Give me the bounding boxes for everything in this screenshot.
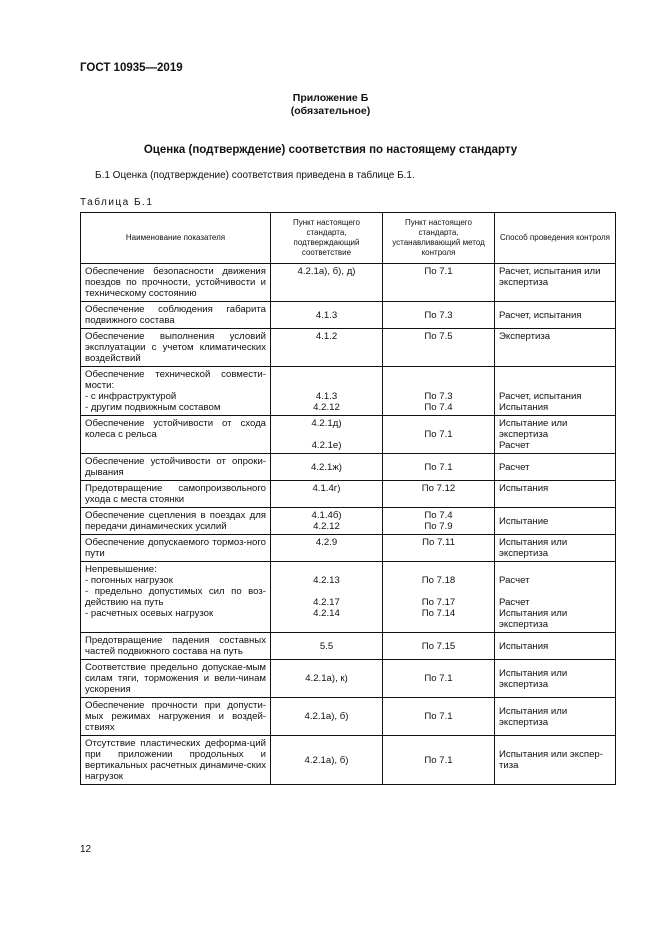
section-heading: Оценка (подтверждение) соответствия по настоящему стандарту	[143, 144, 518, 156]
table-row	[81, 416, 616, 454]
cell-line: По 7.1	[424, 429, 453, 440]
cell-line: Расчет, испытания	[499, 309, 582, 321]
cell-line	[275, 586, 378, 597]
cell-line: - расчетных осевых нагрузок	[85, 608, 214, 619]
row-control-cell	[495, 562, 616, 633]
row-control-cell	[495, 329, 616, 367]
cell-line: По 7.15	[421, 640, 456, 652]
row-method-cell	[383, 736, 495, 785]
table-row	[81, 562, 616, 633]
cell-line: Обеспечение выполнения условий эксплуатации с учетом климатических воздействий	[85, 331, 266, 364]
table-row	[81, 302, 616, 329]
cell-line: 4.2.1е)	[311, 440, 342, 451]
header-method-clause: Пункт настоящего стандарта, устанавливающий метод контроля	[383, 213, 495, 264]
row-control-cell	[495, 367, 616, 416]
table-row	[81, 508, 616, 535]
row-control-cell	[495, 633, 616, 660]
cell-line: Испытание или экспертиза	[499, 418, 568, 440]
row-control-cell	[495, 736, 616, 785]
row-control-cell	[495, 535, 616, 562]
cell-line: 4.2.1а), б)	[304, 711, 349, 722]
cell-line: Испытания	[499, 640, 549, 652]
cell-line: Обеспечение соблюдения габарита подвижного состава	[85, 304, 266, 326]
row-method-cell	[383, 535, 495, 562]
row-clause-cell	[271, 660, 383, 698]
cell-line: Обеспечение прочности при допусти-мых режимах нагружения и воздей-ствиях	[85, 700, 266, 733]
cell-line: Испытания или экспер-тиза	[499, 749, 603, 771]
table-row	[81, 454, 616, 481]
row-control-cell	[495, 416, 616, 454]
cell-line: Обеспечение устойчивости от опроки-дывания	[85, 456, 266, 478]
table-header-row	[81, 213, 616, 264]
row-control-cell	[495, 698, 616, 736]
row-indicator-cell	[81, 302, 271, 329]
table-row	[81, 736, 616, 785]
cell-line: По 7.1	[424, 266, 453, 277]
row-indicator-cell	[81, 329, 271, 367]
cell-line: По 7.4	[424, 402, 453, 413]
table-row	[81, 698, 616, 736]
table-caption: Таблица Б.1	[80, 197, 154, 208]
row-control-cell	[495, 660, 616, 698]
cell-line: Экспертиза	[499, 331, 551, 342]
cell-line: По 7.4	[424, 510, 453, 521]
row-clause-cell	[271, 736, 383, 785]
cell-line: Отсутствие пластических деформа-ций при приложении продольных и вертикальных расчетных динамиче-ских нагрузок	[85, 738, 266, 782]
row-indicator-cell	[81, 633, 271, 660]
table-row	[81, 535, 616, 562]
cell-line: Предотвращение падения составных частей подвижного состава на путь	[85, 635, 266, 657]
cell-line: Предотвращение самопроизвольного ухода с места стоянки	[85, 483, 266, 505]
row-clause-cell	[271, 367, 383, 416]
row-clause-cell	[271, 302, 383, 329]
table-row	[81, 264, 616, 302]
cell-line: 4.2.9	[315, 537, 338, 548]
row-method-cell	[383, 562, 495, 633]
cell-line: 4.2.12	[313, 521, 340, 532]
cell-line: По 7.14	[421, 608, 456, 619]
cell-line: - другим подвижным составом	[85, 402, 221, 413]
cell-line: Расчет	[499, 440, 530, 451]
cell-line	[499, 564, 611, 575]
cell-line: По 7.5	[424, 331, 453, 342]
cell-line	[387, 380, 490, 391]
row-indicator-cell	[81, 508, 271, 535]
cell-line	[387, 564, 490, 575]
cell-line: Обеспечение устойчивости от схода колеса с рельса	[85, 418, 266, 440]
table-row	[81, 633, 616, 660]
row-method-cell	[383, 264, 495, 302]
cell-line: Соответствие предельно допускае-мым силам тяги, торможения и вели-чинам ускорения	[85, 662, 266, 695]
cell-line: Испытание	[499, 515, 549, 527]
row-control-cell	[495, 454, 616, 481]
row-method-cell	[383, 660, 495, 698]
cell-line: 4.2.13	[313, 575, 340, 586]
row-clause-cell	[271, 264, 383, 302]
row-indicator-cell	[81, 535, 271, 562]
row-clause-cell	[271, 535, 383, 562]
cell-line: Расчет	[499, 461, 530, 473]
cell-line	[499, 586, 611, 597]
row-clause-cell	[271, 329, 383, 367]
cell-line	[275, 429, 378, 440]
row-clause-cell	[271, 454, 383, 481]
row-indicator-cell	[81, 736, 271, 785]
cell-line	[275, 369, 378, 380]
cell-line	[387, 369, 490, 380]
row-method-cell	[383, 481, 495, 508]
appendix-status: (обязательное)	[290, 105, 371, 117]
cell-line	[499, 380, 611, 391]
cell-line: 4.1.4б)	[311, 510, 342, 521]
cell-line: - погонных нагрузок	[85, 575, 173, 586]
cell-line: По 7.11	[422, 537, 455, 548]
cell-line: По 7.1	[424, 461, 453, 473]
cell-line: Обеспечение допускаемого тормоз-ного пути	[85, 537, 266, 559]
row-clause-cell	[271, 633, 383, 660]
cell-line: Обеспечение безопасности движения поездов по прочности, устойчивости и техническому состоянию	[85, 266, 266, 299]
row-clause-cell	[271, 416, 383, 454]
row-clause-cell	[271, 698, 383, 736]
cell-line: 5.5	[319, 640, 334, 652]
row-indicator-cell	[81, 454, 271, 481]
row-method-cell	[383, 329, 495, 367]
row-control-cell	[495, 508, 616, 535]
table-row	[81, 329, 616, 367]
cell-line: Обеспечение технической совмести-мости:	[85, 369, 266, 391]
cell-line: По 7.1	[424, 754, 453, 766]
cell-line: Расчет, испытания или экспертиза	[499, 266, 601, 288]
row-indicator-cell	[81, 562, 271, 633]
header-confirming-clause: Пункт настоящего стандарта, подтверждающий соответствие	[271, 213, 383, 264]
cell-line: Испытания	[499, 402, 549, 413]
cell-line: 4.1.3	[315, 391, 338, 402]
cell-line: По 7.1	[424, 673, 453, 684]
appendix-title-block	[0, 92, 661, 118]
cell-line: 4.2.17	[313, 597, 340, 608]
table-body	[81, 264, 616, 785]
cell-line: По 7.3	[424, 391, 453, 402]
document-standard-code: ГОСТ 10935—2019	[80, 62, 183, 74]
row-clause-cell	[271, 562, 383, 633]
cell-line: Обеспечение сцепления в поездах для передачи динамических усилий	[85, 510, 266, 532]
row-method-cell	[383, 454, 495, 481]
cell-line: Испытания или экспертиза	[499, 705, 568, 728]
row-clause-cell	[271, 508, 383, 535]
section-intro: Б.1 Оценка (подтверждение) соответствия приведена в таблице Б.1.	[95, 170, 415, 181]
cell-line: - с инфраструктурой	[85, 391, 177, 402]
cell-line: Испытания	[499, 483, 549, 494]
cell-line: - предельно допустимых сил по воз-действию на путь	[85, 586, 266, 608]
row-indicator-cell	[81, 264, 271, 302]
table-row	[81, 367, 616, 416]
cell-line: Расчет, испытания	[499, 391, 582, 402]
row-method-cell	[383, 698, 495, 736]
cell-line: Испытания или экспертиза	[499, 608, 568, 630]
cell-line	[275, 380, 378, 391]
cell-line: По 7.9	[424, 521, 453, 532]
cell-line: Расчет	[499, 597, 530, 608]
cell-line: По 7.1	[424, 711, 453, 722]
cell-line: 4.1.3	[315, 309, 338, 321]
cell-line	[275, 564, 378, 575]
cell-line: 4.2.14	[313, 608, 340, 619]
row-control-cell	[495, 481, 616, 508]
row-control-cell	[495, 302, 616, 329]
cell-line: 4.2.12	[313, 402, 340, 413]
cell-line: По 7.18	[421, 575, 456, 586]
cell-line: 4.2.1а), к)	[305, 673, 348, 684]
row-method-cell	[383, 633, 495, 660]
cell-line: 4.1.2	[315, 331, 338, 342]
cell-line: 4.2.1а), б), д)	[297, 266, 356, 277]
cell-line: Испытания или экспертиза	[499, 537, 568, 559]
cell-line: По 7.3	[424, 309, 453, 321]
row-indicator-cell	[81, 660, 271, 698]
header-indicator: Наименование показателя	[81, 213, 271, 264]
row-method-cell	[383, 508, 495, 535]
table-row	[81, 481, 616, 508]
cell-line: По 7.17	[421, 597, 456, 608]
cell-line: Испытания или экспертиза	[499, 667, 568, 690]
cell-line: Непревышение:	[85, 564, 157, 575]
row-indicator-cell	[81, 416, 271, 454]
row-indicator-cell	[81, 367, 271, 416]
cell-line: 4.2.1а), б)	[304, 754, 349, 766]
cell-line: По 7.12	[421, 483, 456, 494]
row-clause-cell	[271, 481, 383, 508]
cell-line: 4.1.4г)	[312, 483, 341, 494]
page-number: 12	[80, 844, 92, 855]
cell-line: 4.2.1ж)	[311, 461, 342, 473]
cell-line	[387, 586, 490, 597]
row-method-cell	[383, 416, 495, 454]
cell-line: Расчет	[499, 575, 530, 586]
cell-line	[499, 369, 611, 380]
header-control-method: Способ проведения контроля	[495, 213, 616, 264]
table-row	[81, 660, 616, 698]
conformity-table	[80, 212, 616, 785]
row-control-cell	[495, 264, 616, 302]
row-indicator-cell	[81, 481, 271, 508]
cell-line: 4.2.1д)	[311, 418, 342, 429]
row-indicator-cell	[81, 698, 271, 736]
row-method-cell	[383, 302, 495, 329]
appendix-title: Приложение Б	[292, 92, 369, 104]
row-method-cell	[383, 367, 495, 416]
